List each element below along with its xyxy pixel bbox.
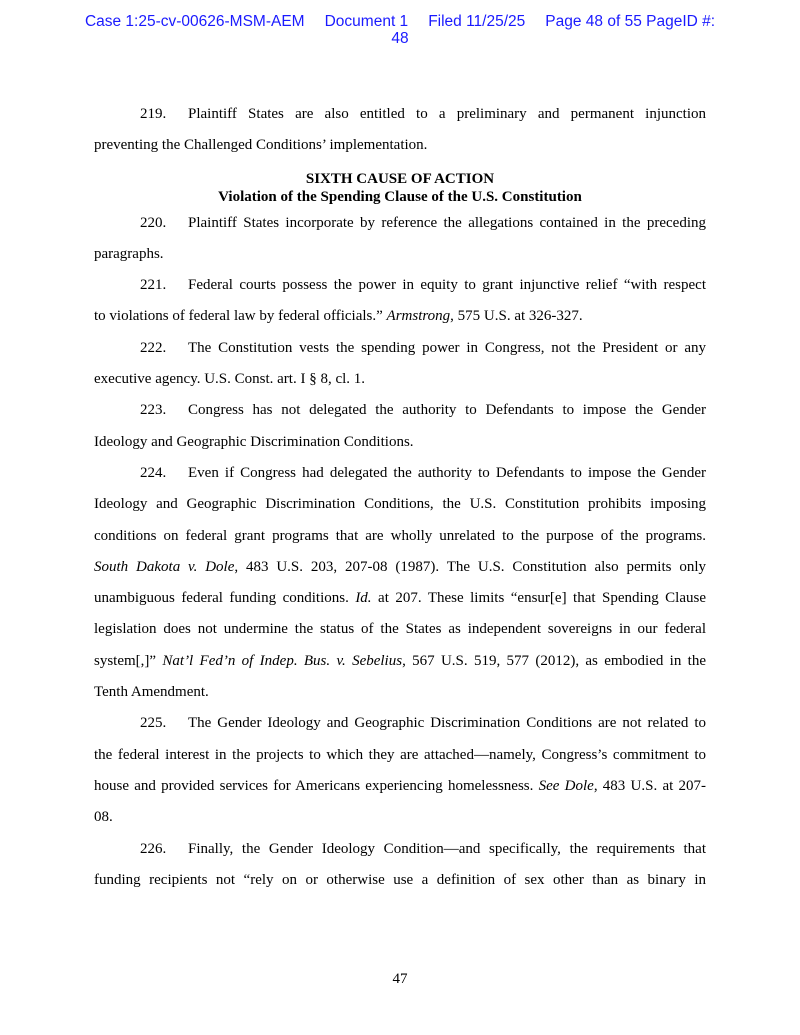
- text-line: [94, 650, 706, 681]
- paragraph: [94, 103, 706, 166]
- text-segment: to violations of federal law by federal officials.”: [94, 308, 387, 325]
- paragraph-number: 226.: [140, 840, 167, 857]
- text-line: [94, 431, 706, 462]
- text-segment: Plaintiff States incorporate by reference the allegations contained in the preceding: [188, 214, 706, 231]
- text-line: [94, 103, 706, 134]
- text-line: [94, 305, 706, 336]
- paragraph-number: 222.: [140, 339, 167, 356]
- text-line: [94, 618, 706, 649]
- page-info: Page 48 of 55 PageID #:: [545, 13, 716, 30]
- filed-date: Filed 11/25/25: [428, 13, 526, 30]
- case-number: Case 1:25-cv-00626-MSM-AEM: [84, 13, 305, 30]
- document-body: [94, 103, 706, 900]
- text-segment: at 207. These limits “ensur[e] that Spending Clause: [371, 590, 707, 607]
- paragraph: [94, 838, 706, 901]
- filing-header: [0, 13, 800, 47]
- paragraph: [94, 399, 706, 462]
- text-line: [94, 806, 706, 837]
- heading-title: SIXTH CAUSE OF ACTION: [305, 170, 495, 187]
- paragraph-number: 221.: [140, 277, 167, 294]
- paragraph-number: 220.: [140, 214, 167, 231]
- paragraph-number: 224.: [140, 464, 167, 481]
- text-segment: , 483 U.S. at 207-: [593, 777, 706, 794]
- paragraph: [94, 337, 706, 400]
- text-segment: Ideology and Geographic Discrimination Conditions, the U.S. Constitution prohibits imposing: [94, 496, 706, 513]
- text-line: [94, 681, 706, 712]
- citation-italic: South Dakota v. Dole: [94, 558, 235, 575]
- text-line: [94, 744, 706, 775]
- citation-italic: Nat’l Fed’n of Indep. Bus. v. Sebelius: [162, 652, 403, 669]
- text-segment: Finally, the Gender Ideology Condition—and specifically, the requirements that: [188, 840, 706, 857]
- text-segment: , 567 U.S. 519, 577 (2012), as embodied in the: [402, 652, 706, 669]
- heading-subtitle: Violation of the Spending Clause of the U.S. Constitution: [218, 188, 582, 205]
- text-segment: unambiguous federal funding conditions.: [94, 590, 356, 607]
- paragraph-number: 223.: [140, 402, 167, 419]
- text-segment: The Constitution vests the spending power in Congress, not the President or any: [188, 339, 706, 356]
- paragraph-number: 225.: [140, 715, 167, 732]
- text-segment: Federal courts possess the power in equity to grant injunctive relief “with respect: [188, 277, 706, 294]
- paragraph: [94, 712, 706, 837]
- text-line: [94, 243, 706, 274]
- text-line: [94, 587, 706, 618]
- text-line: [94, 368, 706, 399]
- document-number: Document 1: [324, 13, 409, 30]
- text-line: [94, 869, 706, 900]
- text-segment: , 483 U.S. 203, 207-08 (1987). The U.S. Constitution also permits only: [234, 558, 707, 575]
- paragraph: [94, 212, 706, 275]
- section-heading: [94, 170, 706, 206]
- text-line: [94, 274, 706, 305]
- text-segment: , 575 U.S. at 326-327.: [450, 308, 583, 325]
- text-segment: executive agency. U.S. Const. art. I § 8, cl. 1.: [94, 371, 366, 388]
- text-segment: system[,]”: [94, 652, 163, 669]
- citation-italic: Id.: [355, 590, 372, 607]
- text-segment: funding recipients not “rely on or otherwise use a definition of sex other than as binary in: [94, 871, 706, 888]
- text-line: [94, 712, 706, 743]
- text-segment: house and provided services for Americans experiencing homelessness.: [94, 777, 539, 794]
- paragraph: [94, 462, 706, 712]
- citation-italic: Armstrong: [386, 308, 451, 325]
- text-line: [94, 493, 706, 524]
- paragraph: [94, 274, 706, 337]
- text-segment: paragraphs.: [94, 245, 164, 262]
- paragraph-number: 219.: [140, 106, 167, 122]
- text-segment: the federal interest in the projects to which they are attached—namely, Congress’s commitment to: [94, 746, 706, 763]
- citation-italic: See Dole: [538, 777, 594, 794]
- text-segment: Tenth Amendment.: [94, 684, 209, 701]
- text-line: [94, 212, 706, 243]
- text-line: [94, 337, 706, 368]
- page-id: 48: [391, 30, 409, 47]
- text-segment: Ideology and Geographic Discrimination Conditions.: [94, 433, 414, 450]
- text-segment: conditions on federal grant programs that are wholly unrelated to the purpose of the programs.: [94, 527, 706, 544]
- text-segment: preventing the Challenged Conditions’ implementation.: [94, 137, 428, 154]
- text-segment: legislation does not undermine the status of the States as independent sovereigns in our federal: [94, 621, 706, 638]
- text-segment: Even if Congress had delegated the authority to Defendants to impose the Gender: [188, 464, 706, 481]
- text-line: [94, 838, 706, 869]
- text-segment: Plaintiff States are also entitled to a preliminary and permanent injunction: [188, 106, 706, 122]
- text-segment: The Gender Ideology and Geographic Discrimination Conditions are not related to: [188, 715, 706, 732]
- page-number: 47: [392, 971, 408, 987]
- text-segment: Congress has not delegated the authority to Defendants to impose the Gender: [188, 402, 706, 419]
- text-line: [94, 462, 706, 493]
- text-segment: 08.: [94, 809, 113, 826]
- text-line: [94, 525, 706, 556]
- text-line: [94, 399, 706, 430]
- text-line: [94, 556, 706, 587]
- text-line: [94, 775, 706, 806]
- text-line: [94, 134, 706, 165]
